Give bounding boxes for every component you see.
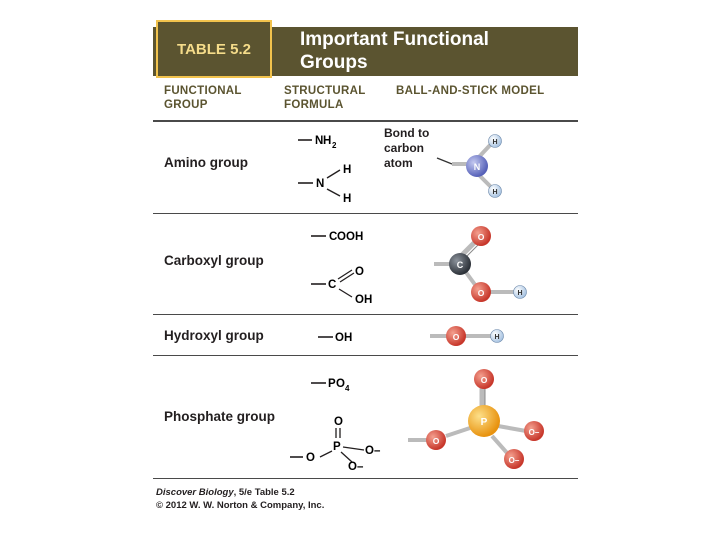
svg-text:O–: O–: [528, 428, 540, 437]
svg-text:N: N: [316, 178, 325, 190]
svg-text:H: H: [344, 332, 353, 344]
phosphate-expanded-formula: [290, 416, 381, 473]
hydroxyl-ball-and-stick: [430, 326, 504, 346]
svg-text:O: O: [480, 375, 488, 385]
table-title: Important Functional Groups: [300, 29, 489, 73]
table-number-label: TABLE 5.2: [156, 20, 272, 78]
amino-expanded-formula: [298, 164, 351, 205]
carboxyl-expanded-formula: [311, 266, 372, 306]
svg-text:O: O: [477, 232, 485, 242]
svg-text:O: O: [432, 436, 440, 446]
phosphate-ball-and-stick: [408, 369, 544, 469]
svg-text:O: O: [334, 416, 343, 428]
phosphate-condensed-formula: [311, 378, 350, 393]
column-header-functional-group: FUNCTIONAL GROUP: [164, 85, 242, 111]
amino-h-text: H: [323, 135, 332, 147]
svg-text:OH: OH: [346, 231, 364, 243]
svg-text:O: O: [306, 452, 315, 464]
phosphate-subscript: 4: [345, 384, 350, 393]
book-edition: , 5/e Table 5.2: [233, 487, 295, 498]
svg-text:O: O: [337, 231, 346, 243]
column-header-structural-formula: STRUCTURAL FORMULA: [284, 85, 366, 111]
svg-text:OH: OH: [355, 294, 373, 306]
svg-text:N: N: [473, 162, 481, 172]
amino-condensed-formula: [298, 135, 337, 150]
svg-text:O: O: [336, 378, 345, 390]
amino-bond-note: Bond to carbon atom: [384, 126, 430, 170]
amino-subscript: 2: [332, 141, 337, 150]
carboxyl-condensed-formula: [311, 231, 363, 243]
svg-text:C: C: [456, 260, 464, 270]
svg-text:P: P: [328, 378, 336, 390]
svg-text:P: P: [333, 441, 341, 453]
svg-text:H: H: [517, 290, 523, 297]
svg-text:H: H: [492, 139, 498, 146]
row-hydroxyl-name: Hydroxyl group: [164, 328, 264, 343]
row-phosphate-name: Phosphate group: [164, 409, 275, 424]
svg-text:H: H: [343, 164, 352, 176]
svg-text:O: O: [335, 332, 344, 344]
copyright-notice: © 2012 W. W. Norton & Company, Inc.: [156, 500, 325, 511]
row-amino-name: Amino group: [164, 155, 248, 170]
svg-text:O–: O–: [508, 456, 520, 465]
hydroxyl-formula: [318, 332, 352, 344]
figure-source: [156, 487, 295, 498]
svg-text:O–: O–: [365, 445, 381, 457]
svg-text:H: H: [343, 193, 352, 205]
amino-ball-and-stick: [437, 135, 502, 198]
svg-text:H: H: [494, 334, 500, 341]
svg-text:C: C: [329, 231, 338, 243]
carboxyl-ball-and-stick: [434, 226, 527, 302]
svg-text:H: H: [492, 189, 498, 196]
svg-text:O: O: [477, 288, 485, 298]
book-title: Discover Biology: [156, 487, 234, 498]
column-header-ball-and-stick: BALL-AND-STICK MODEL: [396, 85, 545, 97]
svg-text:O: O: [355, 266, 364, 278]
amino-nh-text: N: [315, 135, 324, 147]
row-carboxyl-name: Carboxyl group: [164, 253, 264, 268]
svg-text:P: P: [480, 417, 488, 428]
svg-text:O: O: [452, 332, 460, 342]
svg-text:O–: O–: [348, 461, 364, 473]
svg-text:C: C: [328, 279, 337, 291]
